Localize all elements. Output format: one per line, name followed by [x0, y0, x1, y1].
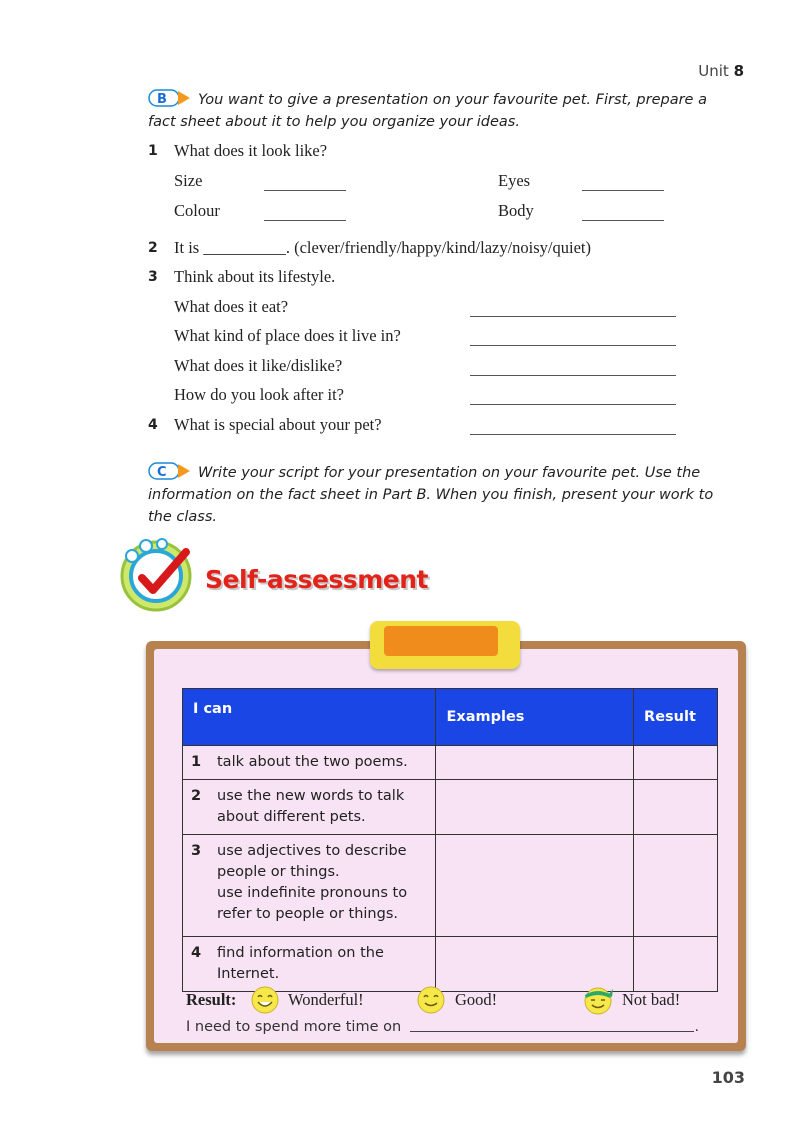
- q3-place-label: What kind of place does it live in?: [174, 326, 401, 345]
- page-number: 103: [711, 1068, 745, 1087]
- smiley-good-icon[interactable]: [416, 985, 446, 1015]
- row-number: 4: [191, 945, 202, 961]
- row-text: talk about the two poems.: [217, 754, 408, 770]
- smiley-not-bad-icon[interactable]: [583, 985, 613, 1015]
- result-cell[interactable]: [634, 937, 718, 992]
- field-body-label: Body: [498, 201, 534, 220]
- result-label: Result:: [186, 990, 237, 1009]
- q3-eat-label: What does it eat?: [174, 297, 289, 316]
- checkmark-badge-icon: [116, 534, 196, 614]
- result-cell[interactable]: [634, 780, 718, 835]
- q4-text: What is special about your pet?: [174, 415, 382, 434]
- part-c-badge: [148, 462, 192, 480]
- part-c-instruction: [148, 462, 738, 528]
- q1-number: 1: [148, 143, 158, 159]
- arrow-badge-icon: [148, 462, 192, 480]
- arrow-badge-icon: [148, 89, 192, 107]
- q3-like-blank[interactable]: [470, 359, 676, 376]
- self-assessment-table: [182, 688, 718, 992]
- row-text: use adjectives to describe people or things. use indefinite pronouns to refer to people or things.: [217, 843, 408, 922]
- table-row: [183, 746, 718, 780]
- examples-cell[interactable]: [436, 746, 634, 780]
- part-c-text: Write your script for your presentation on your favourite pet. Use the information on the fact sheet in Part B. When you finish, present your work to the class.: [148, 465, 714, 525]
- field-size-label: Size: [174, 171, 203, 190]
- q3-care-blank[interactable]: [470, 388, 676, 405]
- part-b-letter: B: [157, 92, 167, 107]
- need-more-time-blank[interactable]: [410, 1031, 694, 1032]
- field-colour-label: Colour: [174, 201, 220, 220]
- table-row: [183, 835, 718, 937]
- examples-cell[interactable]: [436, 780, 634, 835]
- table-row: [183, 780, 718, 835]
- q1-text: What does it look like?: [174, 141, 328, 160]
- q3-like-label: What does it like/dislike?: [174, 356, 343, 375]
- field-eyes-label: Eyes: [498, 171, 531, 190]
- row-text: use the new words to talk about different pets.: [217, 788, 405, 825]
- q4-number: 4: [148, 417, 158, 433]
- field-body-blank[interactable]: [582, 204, 664, 221]
- header-result: Result: [634, 689, 718, 746]
- q3-place-blank[interactable]: [470, 329, 676, 346]
- q3-eat-blank[interactable]: [470, 300, 676, 317]
- header-i-can: I can: [183, 689, 436, 746]
- need-more-time-period: .: [695, 1019, 699, 1035]
- unit-text: Unit: [698, 62, 729, 80]
- q3-number: 3: [148, 269, 158, 285]
- row-number: 2: [191, 788, 202, 804]
- unit-label: [698, 62, 744, 80]
- rating-good: Good!: [455, 990, 498, 1009]
- part-b-badge: [148, 89, 192, 107]
- header-examples: Examples: [436, 689, 634, 746]
- field-eyes-blank[interactable]: [582, 174, 664, 191]
- row-number: 3: [191, 843, 202, 859]
- need-more-time-label: I need to spend more time on: [186, 1019, 402, 1035]
- result-cell[interactable]: [634, 835, 718, 937]
- row-text: find information on the Internet.: [217, 945, 384, 982]
- result-cell[interactable]: [634, 746, 718, 780]
- part-b-text: You want to give a presentation on your favourite pet. First, prepare a fact sheet about it to help you organize your ideas.: [148, 92, 707, 130]
- field-colour-blank[interactable]: [264, 204, 346, 221]
- q3-text: Think about its lifestyle.: [174, 267, 336, 286]
- board-clip-tab: [384, 626, 498, 656]
- unit-number: 8: [733, 62, 744, 80]
- row-number: 1: [191, 754, 202, 770]
- q4-blank[interactable]: [470, 418, 676, 435]
- q3-care-label: How do you look after it?: [174, 385, 345, 404]
- self-assessment-title: Self-assessment: [205, 565, 428, 594]
- rating-not-bad: Not bad!: [622, 990, 681, 1009]
- examples-cell[interactable]: [436, 937, 634, 992]
- q2-text: It is __________. (clever/friendly/happy/kind/lazy/noisy/quiet): [174, 238, 591, 257]
- table-header-row: [183, 689, 718, 746]
- examples-cell[interactable]: [436, 835, 634, 937]
- part-b-instruction: [148, 89, 738, 133]
- table-row: [183, 937, 718, 992]
- part-c-letter: C: [157, 465, 167, 480]
- q2-number: 2: [148, 240, 158, 256]
- rating-wonderful: Wonderful!: [288, 990, 364, 1009]
- smiley-wonderful-icon[interactable]: [250, 985, 280, 1015]
- field-size-blank[interactable]: [264, 174, 346, 191]
